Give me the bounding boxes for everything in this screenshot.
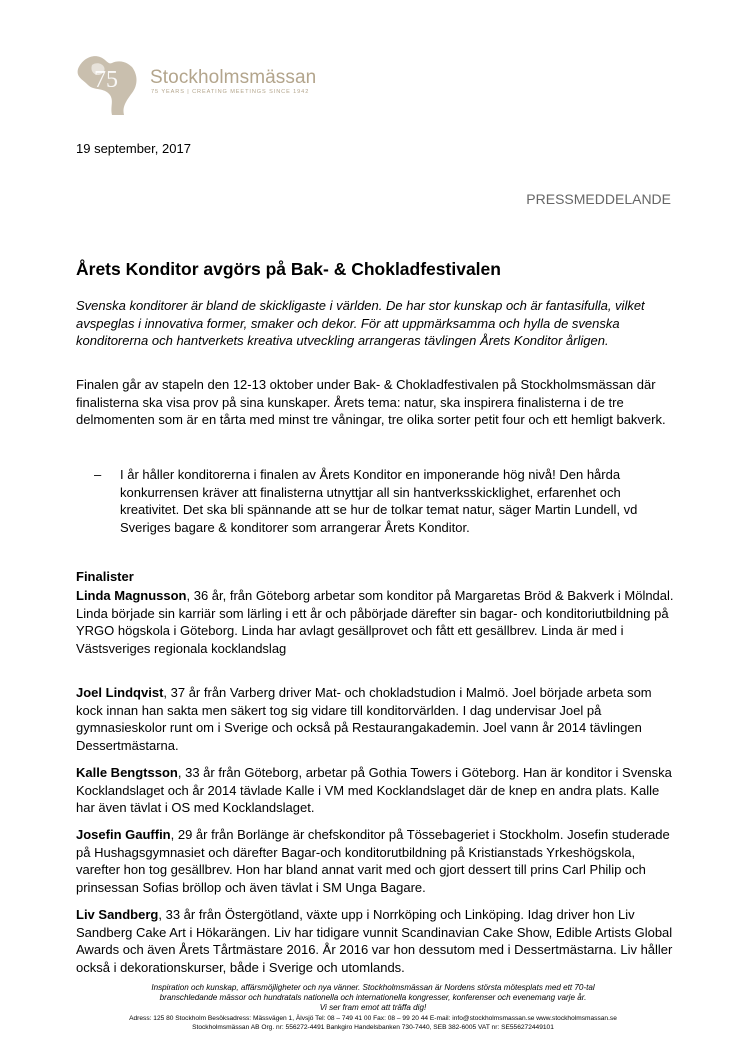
intro-paragraph: Finalen går av stapeln den 12-13 oktober under Bak- & Chokladfestivalen på Stockholmsmässan där finalisterna ska visa prov på sina kunskaper. Årets tema: natur, ska inspirera finalisterna i de tre delmomenten som är en tårta med minst tre våningar, tre olika sorter petit four och ett hemligt bakverk. xyxy=(76,377,666,428)
finalist-description: , 36 år, från Göteborg arbetar som konditor på Margaretas Bröd & Bakverk i Mölndal. Linda började sin karriär som lärling i ett år och påbörjade därefter sin bagar- och konditoriutbildning på YRGO högskola i Göteborg. Linda har avlagt gesällprovet och fått ett gesällbrev. Linda är med i Västsveriges regionala kocklandslag xyxy=(76,588,674,656)
footer-company-info: Stockholmsmässan AB Org. nr: 556272-4491 Bankgiro Handelsbanken 730-7440, SEB 382-6005 VAT nr: SE556272449101 xyxy=(192,1023,554,1031)
release-date: 19 september, 2017 xyxy=(76,141,191,156)
finalists-heading: Finalister xyxy=(76,569,134,584)
finalist-description: , 29 år från Borlänge är chefskonditor på Tössebageriet i Stockholm. Josefin studerade på Hushagsgymnasiet och därefter Bagar-och konditorutbildning på Kristianstads Yrkeshögskola, varefter hon tog gesällbrev. Hon har bland annat varit med och gjort dessert till prins Carl Philip och prinsessan Sofias bröllop och även tävlat i SM Unga Bagare. xyxy=(76,827,670,895)
company-logo-mark-icon xyxy=(72,51,148,117)
finalist-description: , 33 år från Göteborg, arbetar på Gothia Towers i Göteborg. Han är konditor i Svenska Kocklandslaget och år 2014 tävlade Kalle i VM med Kocklandslaget där de knep en andra plats. Kalle har även tävlat i OS med Kocklandslaget. xyxy=(76,765,672,816)
press-release-label: PRESSMEDDELANDE xyxy=(526,191,671,207)
page-title: Årets Konditor avgörs på Bak- & Chokladfestivalen xyxy=(76,259,501,279)
page-footer xyxy=(60,983,686,1032)
finalist-paragraph xyxy=(76,764,676,817)
brand-tagline: 75 YEARS | CREATING MEETINGS SINCE 1942 xyxy=(151,89,310,95)
finalist-paragraph xyxy=(76,684,676,754)
finalist-name: Liv Sandberg xyxy=(76,907,159,922)
brand-name: Stockholmsmässan xyxy=(150,67,317,88)
finalist-name: Josefin Gauffin xyxy=(76,827,171,842)
finalist-description: , 33 år från Östergötland, växte upp i Norrköping och Linköping. Idag driver hon Liv Sandberg Cake Art i Hökarängen. Liv har tidigare vunnit Scandinavian Cake Show, Edible Artists Global Awards och även Årets Tårtmästare 2016. År 2016 var hon dessutom med i Dessertmästarna. Liv håller också i dekorationskurser, både i Sverige och utomlands. xyxy=(76,907,673,975)
finalist-name: Joel Lindqvist xyxy=(76,685,164,700)
lede-paragraph: Svenska konditorer är bland de skickligaste i världen. De har stor kunskap och är fantasifulla, vilket avspeglas i innovativa former, smaker och dekor. För att uppmärksamma och hylla de svenska konditorerna och hantverkets kreativa utveckling arrangeras tävlingen Årets Konditor årligen. xyxy=(76,298,645,349)
finalist-paragraph xyxy=(76,906,676,976)
company-logo xyxy=(72,51,372,117)
footer-line: Inspiration och kunskap, affärsmöjligheter och nya vänner. Stockholmsmässan är Nordens största mötesplats med ett 70-tal xyxy=(151,983,595,992)
footer-address: Adress: 125 80 Stockholm Besöksadress: Mässvägen 1, Älvsjö Tel: 08 – 749 41 00 Fax: 08 – 99 20 44 E-mail: info@stockholmsmassan.se www.stockholmsmassan.se xyxy=(129,1014,617,1022)
finalist-name: Linda Magnusson xyxy=(76,588,187,603)
finalist-paragraph xyxy=(76,826,676,896)
finalist-paragraph xyxy=(76,587,676,657)
list-dash: – xyxy=(94,467,102,482)
footer-line: branschledande mässor och hundratals nationella och internationella kongresser, konferenser och evenemang varje år. xyxy=(159,993,587,1003)
quote-text: I år håller konditorerna i finalen av Årets Konditor en imponerande hög nivå! Den hårda konkurrensen kräver att finalisterna utnyttjar all sin hantverksskicklighet, erfarenhet och kreativitet. Det ska bli spännande att se hur de tolkar temat natur, säger Martin Lundell, vd Sveriges bagare & konditorer som arrangerar Årets Konditor. xyxy=(120,467,638,535)
finalist-description: , 37 år från Varberg driver Mat- och chokladstudion i Malmö. Joel började arbeta som kock innan han sakta men säkert tog sig vidare till konditorvärlden. I dag undervisar Joel på gymnasieskolor runt om i Sverige och också på Restaurangakademin. Joel vann år 2014 tävlingen Dessertmästarna. xyxy=(76,685,652,753)
finalist-name: Kalle Bengtsson xyxy=(76,765,178,780)
svg-text:75: 75 xyxy=(94,67,118,93)
footer-line: Vi ser fram emot att träffa dig! xyxy=(319,1003,427,1013)
